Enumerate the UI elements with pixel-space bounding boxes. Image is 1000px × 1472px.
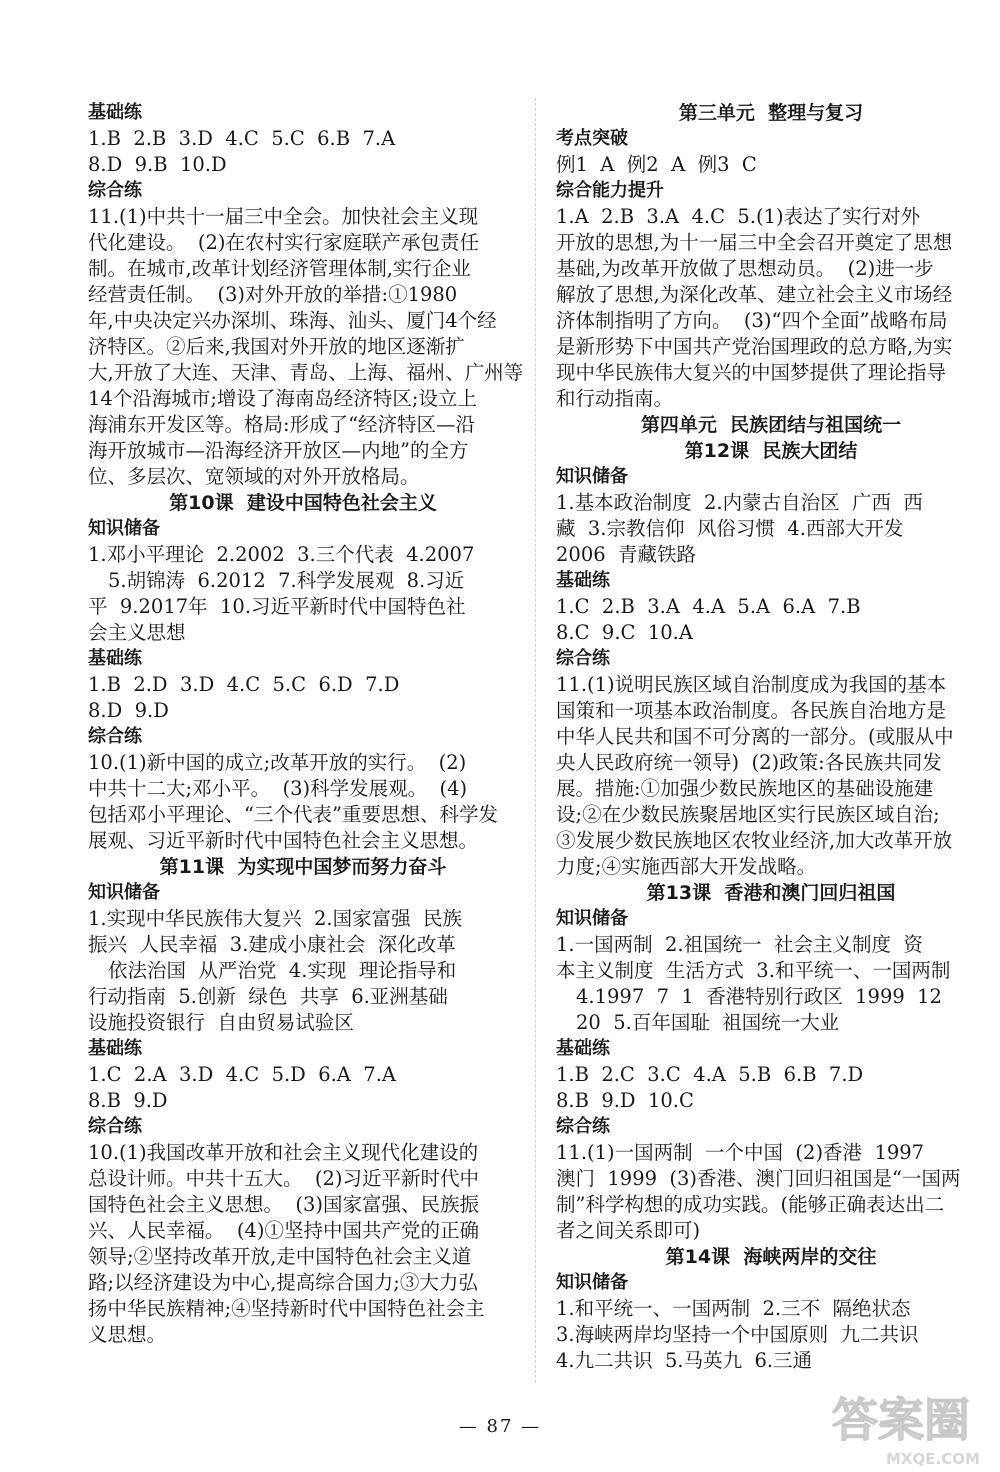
answer-line: 1.基本政治制度 2.内蒙古自治区 广西 西 bbox=[556, 491, 923, 514]
watermark-url: MXQE.COM bbox=[886, 1450, 980, 1468]
answer-line: 力度;④实施西部大开发战略。 bbox=[556, 855, 817, 878]
section-heading: 综合练 bbox=[88, 726, 142, 747]
lesson-title: 第13课 香港和澳门回归祖国 bbox=[646, 882, 896, 904]
answer-line: 1.实现中华民族伟大复兴 2.国家富强 民族 bbox=[88, 907, 463, 930]
answer-line: 包括邓小平理论、“三个代表”重要思想、科学发 bbox=[88, 803, 498, 826]
answer-line: 11.(1)一国两制 一个中国 (2)香港 1997 bbox=[556, 1141, 925, 1164]
answer-line: 大,开放了大连、天津、青岛、上海、福州、广州等 bbox=[88, 361, 524, 384]
watermark-logo bbox=[824, 1378, 1000, 1472]
answer-line: 年,中央决定兴办深圳、珠海、汕头、厦门4个经 bbox=[88, 309, 497, 332]
section-heading: 综合练 bbox=[88, 180, 142, 201]
watermark-text: 答案圈 bbox=[832, 1393, 970, 1447]
section-heading: 基础练 bbox=[88, 102, 142, 123]
answer-line: 设施投资银行 自由贸易试验区 bbox=[88, 1011, 354, 1034]
answer-line: 代化建设。 (2)在农村实行家庭联产承包责任 bbox=[88, 231, 480, 254]
section-heading: 知识储备 bbox=[88, 518, 160, 539]
answer-line: 藏 3.宗教信仰 风俗习惯 4.西部大开发 bbox=[556, 517, 904, 540]
answer-line: 济体制指明了方向。 (3)“四个全面”战略布局 bbox=[556, 309, 948, 332]
answer-line: 8.B 9.D 10.C bbox=[556, 1089, 694, 1112]
answer-line: 10.(1)新中国的成立;改革开放的实行。 (2) bbox=[88, 751, 467, 774]
answer-line: 中华人民共和国不可分离的一部分。(或服从中 bbox=[556, 725, 954, 748]
answer-line: 10.(1)我国改革开放和社会主义现代化建设的 bbox=[88, 1141, 479, 1164]
answer-line: 平 9.2017年 10.习近平新时代中国特色社 bbox=[88, 595, 466, 618]
lesson-title: 第10课 建设中国特色社会主义 bbox=[169, 492, 437, 514]
answer-line: 现中华民族伟大复兴的中国梦提供了理论指导 bbox=[556, 361, 947, 384]
section-heading: 基础练 bbox=[88, 648, 142, 669]
answer-line: 1.和平统一、一国两制 2.三不 隔绝状态 bbox=[556, 1297, 911, 1320]
lesson-title: 第四单元 民族团结与祖国统一 bbox=[640, 414, 902, 436]
answer-line: 海浦东开发区等。格局:形成了“经济特区—沿 bbox=[88, 413, 476, 436]
answer-line: 领导;②坚持改革开放,走中国特色社会主义道 bbox=[88, 1245, 472, 1268]
answer-line: 1.B 2.C 3.C 4.A 5.B 6.B 7.D bbox=[556, 1063, 864, 1086]
answer-line: 制。在城市,改革计划经济管理体制,实行企业 bbox=[88, 257, 471, 280]
lesson-title: 第三单元 整理与复习 bbox=[678, 102, 864, 124]
answer-line: 2006 青藏铁路 bbox=[556, 543, 697, 566]
answer-line: 央人民政府统一领导) (2)政策:各民族共同发 bbox=[556, 751, 942, 774]
section-heading: 综合练 bbox=[556, 648, 610, 669]
answer-line: 振兴 人民幸福 3.建成小康社会 深化改革 bbox=[88, 933, 456, 956]
answer-line: 济特区。②后来,我国对外开放的地区逐渐扩 bbox=[88, 335, 465, 358]
section-heading: 基础练 bbox=[556, 1038, 610, 1059]
section-heading: 基础练 bbox=[88, 1038, 142, 1059]
answer-line: 兴、人民幸福。 (4)①坚持中国共产党的正确 bbox=[88, 1219, 480, 1242]
answer-line: 8.D 9.D bbox=[88, 699, 169, 722]
lesson-title: 第14课 海峡两岸的交往 bbox=[665, 1246, 877, 1268]
section-heading: 基础练 bbox=[556, 570, 610, 591]
section-heading: 考点突破 bbox=[556, 128, 628, 149]
answer-line: 设;②在少数民族聚居地区实行民族区域自治; bbox=[556, 803, 940, 826]
answer-line: 本主义制度 生活方式 3.和平统一、一国两制 bbox=[556, 959, 951, 982]
section-heading: 综合能力提升 bbox=[556, 180, 664, 201]
answer-line: 行动指南 5.创新 绿色 共享 6.亚洲基础 bbox=[88, 985, 448, 1008]
answer-line: 1.C 2.B 3.A 4.A 5.A 6.A 7.B bbox=[556, 595, 861, 618]
answer-line: 展。措施:①加强少数民族地区的基础设施建 bbox=[556, 777, 934, 800]
answer-line: 义思想。 bbox=[88, 1323, 167, 1346]
answer-line: 11.(1)中共十一届三中全会。加快社会主义现 bbox=[88, 205, 479, 228]
answer-line: 国策和一项基本政治制度。各民族自治地方是 bbox=[556, 699, 947, 722]
section-heading: 综合练 bbox=[556, 1116, 610, 1137]
lesson-title: 第11课 为实现中国梦而努力奋斗 bbox=[159, 856, 447, 878]
answer-line: 14个沿海城市;增设了海南岛经济特区;设立上 bbox=[88, 387, 477, 410]
answer-line: 例1 A 例2 A 例3 C bbox=[556, 153, 757, 176]
answer-line: 11.(1)说明民族区域自治制度成为我国的基本 bbox=[556, 673, 947, 696]
section-heading: 知识储备 bbox=[556, 1272, 628, 1293]
answer-line: 4.1997 7 1 香港特别行政区 1999 12 bbox=[576, 985, 942, 1008]
column-divider bbox=[535, 98, 536, 1383]
answer-line: 20 5.百年国耻 祖国统一大业 bbox=[576, 1011, 840, 1034]
answer-line: 海开放城市—沿海经济开放区—内地”的全方 bbox=[88, 439, 469, 462]
answer-line: 8.D 9.B 10.D bbox=[88, 153, 227, 176]
page-number: — 87 — bbox=[458, 1416, 542, 1437]
answer-line: 国特色社会主义思想。 (3)国家富强、民族振 bbox=[88, 1193, 480, 1216]
right-column bbox=[556, 100, 986, 1374]
answer-line: 解放了思想,为深化改革、建立社会主义市场经 bbox=[556, 283, 953, 306]
answer-line: 1.A 2.B 3.A 4.C 5.(1)表达了实行对外 bbox=[556, 205, 921, 228]
answer-line: 路;以经济建设为中心,提高综合国力;③大力弘 bbox=[88, 1271, 478, 1294]
answer-line: 4.九二共识 5.马英九 6.三通 bbox=[556, 1349, 813, 1372]
answer-line: 澳门 1999 (3)香港、澳门回归祖国是“一国两 bbox=[556, 1167, 961, 1190]
answer-line: 和行动指南。 bbox=[556, 387, 674, 410]
answer-line: 基础,为改革开放做了思想动员。 (2)进一步 bbox=[556, 257, 934, 280]
section-heading: 知识储备 bbox=[88, 882, 160, 903]
answer-line: 8.B 9.D bbox=[88, 1089, 168, 1112]
answer-line: 1.B 2.D 3.D 4.C 5.C 6.D 7.D bbox=[88, 673, 400, 696]
answer-line: 3.海峡两岸均坚持一个中国原则 九二共识 bbox=[556, 1323, 919, 1346]
answer-line: 展观、习近平新时代中国特色社会主义思想。 bbox=[88, 829, 479, 852]
section-heading: 知识储备 bbox=[556, 466, 628, 487]
answer-line: 扬中华民族精神;④坚持新时代中国特色社会主 bbox=[88, 1297, 485, 1320]
answer-line: 中共十二大;邓小平。 (3)科学发展观。 (4) bbox=[88, 777, 468, 800]
section-heading: 综合练 bbox=[88, 1116, 142, 1137]
answer-line: ③发展少数民族地区农牧业经济,加大改革开放 bbox=[556, 829, 953, 852]
answer-line: 是新形势下中国共产党治国理政的总方略,为实 bbox=[556, 335, 953, 358]
answer-line: 总设计师。中共十五大。 (2)习近平新时代中 bbox=[88, 1167, 480, 1190]
answer-line: 1.C 2.A 3.D 4.C 5.D 6.A 7.A bbox=[88, 1063, 396, 1086]
lesson-title: 第12课 民族大团结 bbox=[684, 440, 858, 462]
answer-line: 1.邓小平理论 2.2002 3.三个代表 4.2007 bbox=[88, 543, 475, 566]
answer-line: 1.B 2.B 3.D 4.C 5.C 6.B 7.A bbox=[88, 127, 396, 150]
answer-line: 经营责任制。 (3)对外开放的举措:①1980 bbox=[88, 283, 458, 306]
answer-line: 8.C 9.C 10.A bbox=[556, 621, 693, 644]
left-column bbox=[88, 100, 524, 1348]
answer-line: 会主义思想 bbox=[88, 621, 186, 644]
answer-line: 1.一国两制 2.祖国统一 社会主义制度 资 bbox=[556, 933, 923, 956]
answer-line: 依法治国 从严治党 4.实现 理论指导和 bbox=[108, 959, 457, 982]
section-heading: 知识储备 bbox=[556, 908, 628, 929]
answer-line: 5.胡锦涛 6.2012 7.科学发展观 8.习近 bbox=[108, 569, 465, 592]
answer-line: 者之间关系即可) bbox=[556, 1219, 701, 1242]
answer-line: 位、多层次、宽领域的对外开放格局。 bbox=[88, 465, 420, 488]
answer-line: 开放的思想,为十一届三中全会召开奠定了思想 bbox=[556, 231, 953, 254]
answer-line: 制”科学构想的成功实践。(能够正确表达出二 bbox=[556, 1193, 945, 1216]
